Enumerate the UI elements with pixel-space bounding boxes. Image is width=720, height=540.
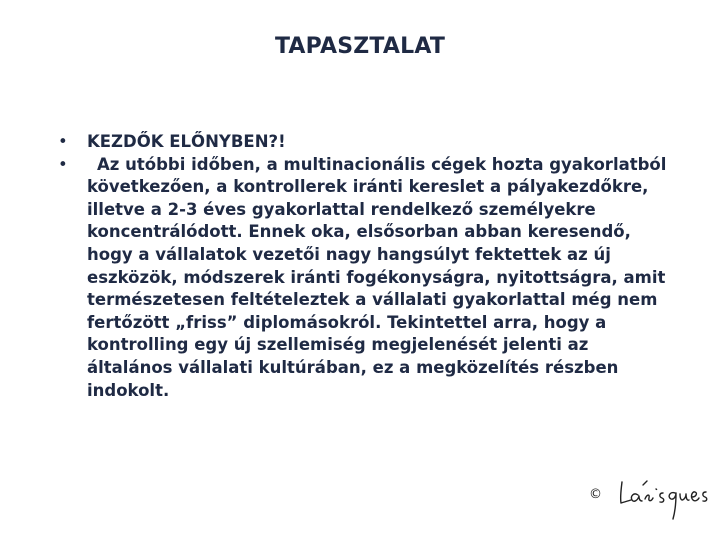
bullet-text: KEZDŐK ELŐNYBEN?! (87, 132, 286, 151)
copyright-symbol: © (589, 487, 602, 502)
bullet-item-heading (58, 131, 668, 154)
bullet-marker: • (58, 132, 68, 151)
author-signature (612, 470, 710, 522)
bullet-text (87, 154, 668, 403)
bullet-paragraph: Az utóbbi időben, a multinacionális cégek hozta gyakorlatból következően, a kontrollerek iránti kereslet a pályakezdőkre, illetve a 2-3 éves gyakorlattal rendelkező személyekre koncentrálódott. Ennek oka, elsősorban abban keresendő, hogy a vállalatok vezetői nagy hangsúlyt fektettek az új eszközök, módszerek iránti fogékonyságra, nyitottságra, amit természetesen feltételeztek a vállalati gyakorlattal még nem fertőzött „friss” diplomásokról. Tekintettel arra, hogy a kontrolling egy új szellemiség megjelenését jelenti az általános vállalati kultúrában, ez a megközelítés részben indokolt. (87, 154, 667, 400)
bullet-marker: • (58, 154, 68, 174)
bullet-list (58, 131, 668, 402)
bullet-item-paragraph (58, 154, 668, 403)
slide-title: TAPASZTALAT (274, 34, 446, 59)
